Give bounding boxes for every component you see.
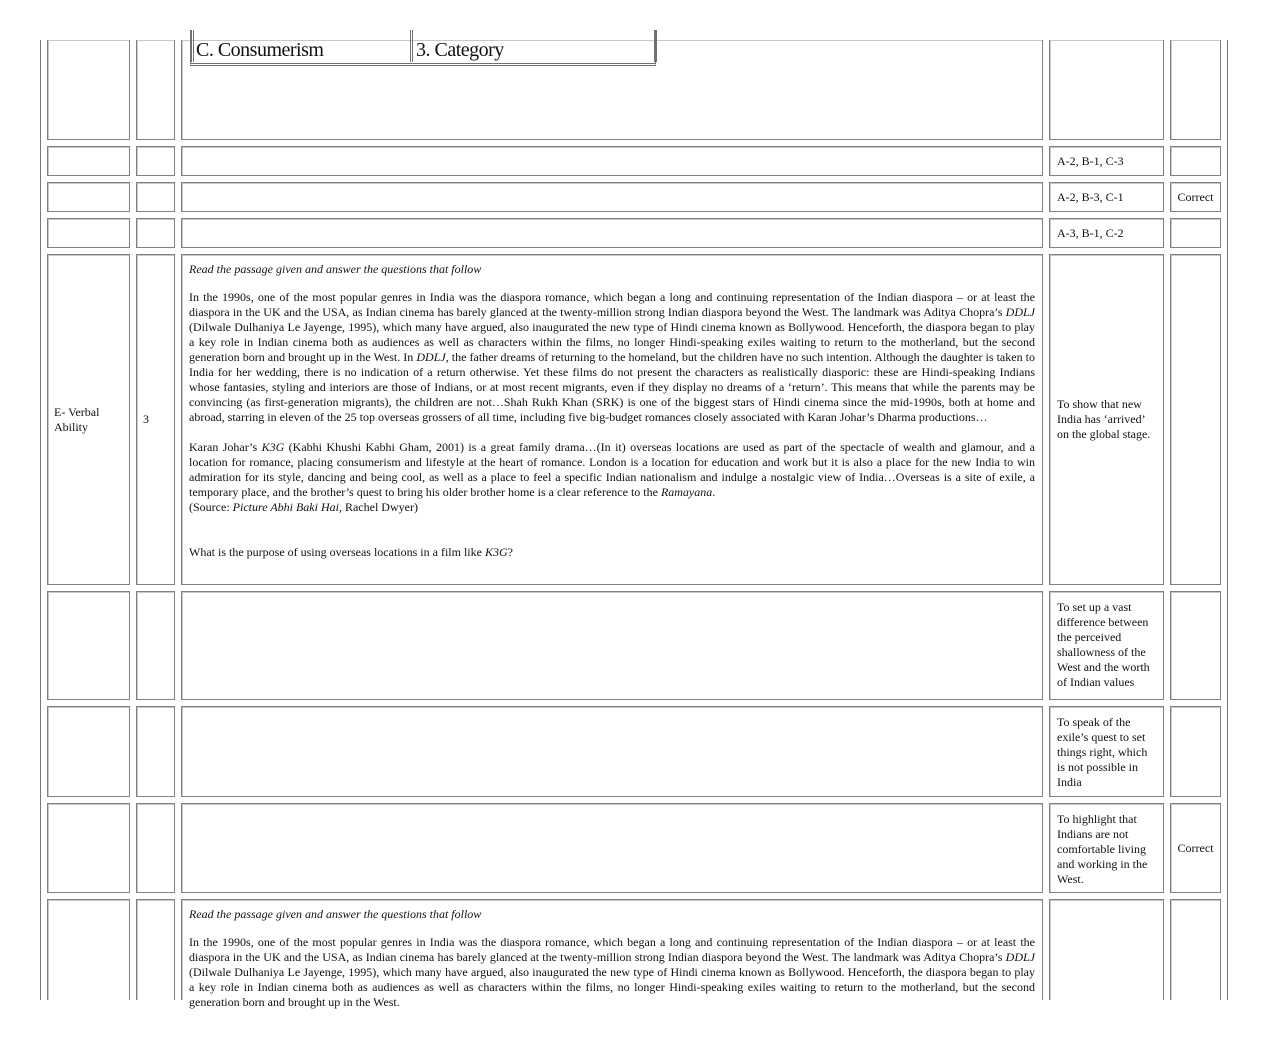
answer-option-cell	[1049, 591, 1164, 700]
status-cell	[1170, 254, 1221, 585]
answer-option-cell	[1049, 254, 1164, 585]
question-content-cell	[181, 218, 1043, 248]
passage-source: (Source: Picture Abhi Baki Hai, Rachel Dwyer)	[189, 500, 418, 514]
status-text: Correct	[1177, 840, 1214, 855]
answer-option-cell	[1049, 218, 1164, 248]
status-cell	[1170, 40, 1221, 140]
category-cell	[47, 218, 130, 248]
question-content-cell	[181, 254, 1043, 585]
category-cell	[47, 146, 130, 176]
answer-option-text: A-3, B-1, C-2	[1057, 225, 1124, 240]
answer-option-cell	[1049, 182, 1164, 212]
match-table	[190, 30, 656, 66]
passage-instruction: Read the passage given and answer the questions that follow	[189, 907, 482, 921]
number-cell	[136, 218, 175, 248]
number-cell	[136, 899, 175, 1000]
number-cell	[136, 40, 175, 140]
question-category: E- Verbal Ability	[54, 404, 100, 434]
status-cell	[1170, 899, 1221, 1000]
passage-paragraph-1: In the 1990s, one of the most popular genres in India was the diaspora romance, which began a long and continuing representation of the Indian diaspora – or at least the diaspora in the UK and the USA, as Indian cinema has barely glanced at the twenty-million strong Indian diaspora beyond the West. The landmark was Aditya Chopra’s DDLJ (Dilwale Dulhaniya Le Jayenge, 1995), which many have argued, also inaugurated the new type of Hindi cinema known as Bollywood. Henceforth, the diaspora began to play a key role in Indian cinema both as audiences as well as characters within the films, no longer Hindi-speaking exiles waiting to return to the motherland, but the second generation born and brought up in the West.	[189, 935, 1035, 1009]
question-content-cell	[181, 182, 1043, 212]
answer-option-text: To highlight that Indians are not comfortable living and working in the West.	[1057, 812, 1148, 886]
number-cell	[136, 254, 175, 585]
answer-option-cell	[1049, 706, 1164, 797]
answer-option-cell	[1049, 803, 1164, 893]
table-outer-border-right	[1227, 40, 1228, 1000]
category-cell	[47, 40, 130, 140]
answer-option-text: To set up a vast difference between the perceived shallowness of the West and the worth of Indian values	[1057, 600, 1150, 689]
category-cell	[47, 254, 130, 585]
passage-instruction: Read the passage given and answer the questions that follow	[189, 262, 482, 276]
status-cell	[1170, 803, 1221, 893]
table-outer-border-left	[40, 40, 41, 1000]
number-cell	[136, 803, 175, 893]
number-cell	[136, 706, 175, 797]
passage-paragraph-1: In the 1990s, one of the most popular genres in India was the diaspora romance, which began a long and continuing representation of the Indian diaspora – or at least the diaspora in the UK and the USA, as Indian cinema has barely glanced at the twenty-million strong Indian diaspora beyond the West. The landmark was Aditya Chopra’s DDLJ (Dilwale Dulhaniya Le Jayenge, 1995), which many have argued, also inaugurated the new type of Hindi cinema known as Bollywood. Henceforth, the diaspora began to play a key role in Indian cinema both as audiences as well as characters within the films, no longer Hindi-speaking exiles waiting to return to the motherland, but the second generation born and brought up in the West. In DDLJ, the father dreams of returning to the homeland, but the children have no such intention. Although the daughter is taken to India for her wedding, there is no indication of a return otherwise. Yet these films do not present the characters as realistically diasporic: these are Hindi-speaking Indians whose fantasies, styling and interiors are those of Indians, or at most recent migrants, even if they display no dreams of a ‘return’. This means that while the parents may be convincing (as first-generation migrants), the children are not…Shah Rukh Khan (SRK) is one of the biggest stars of Hindi cinema since the mid-1990s, both at home and abroad, starring in eleven of the 25 top overseas grossers of all time, including five big-budget romances closely associated with Karan Johar’s Dharma productions…	[189, 290, 1035, 424]
answer-option-text: A-2, B-1, C-3	[1057, 153, 1124, 168]
question-number: 3	[143, 412, 149, 426]
answer-option-text: To show that new India has ‘arrived’ on the global stage.	[1057, 397, 1151, 441]
answer-option-text: To speak of the exile’s quest to set things right, which is not possible in India	[1057, 715, 1148, 789]
status-cell	[1170, 146, 1221, 176]
category-cell	[47, 591, 130, 700]
status-text: Correct	[1177, 189, 1214, 204]
question-content-cell	[181, 803, 1043, 893]
category-cell	[47, 706, 130, 797]
match-left-cell: C. Consumerism	[191, 30, 413, 62]
question-content-cell	[181, 899, 1043, 1009]
status-cell	[1170, 182, 1221, 212]
number-cell	[136, 182, 175, 212]
question-text: What is the purpose of using overseas locations in a film like K3G?	[189, 545, 513, 559]
match-right-cell: 3. Category	[413, 30, 657, 62]
passage-paragraph-2: Karan Johar’s K3G (Kabhi Khushi Kabhi Gham, 2001) is a great family drama…(In it) overseas locations are used as part of the spectacle of wealth and glamour, and a location for romance, placing consumerism and lifestyle at the heart of romance. London is a location for education and work but it is also a place for the new India to win admiration for its style, dancing and being cool, as well as a place to feel a specific Indian nationalism and indulge a nostalgic view of India…Overseas is a site of exile, a temporary place, and the brother’s quest to bring his older brother home is a clear reference to the Ramayana.	[189, 440, 1035, 499]
category-cell	[47, 803, 130, 893]
question-content-cell	[181, 40, 1043, 140]
number-cell	[136, 146, 175, 176]
answer-option-text: A-2, B-3, C-1	[1057, 189, 1124, 204]
category-cell	[47, 899, 130, 1000]
question-content-cell	[181, 146, 1043, 176]
answer-option-cell	[1049, 146, 1164, 176]
question-content-cell	[181, 591, 1043, 700]
status-cell	[1170, 218, 1221, 248]
category-cell	[47, 182, 130, 212]
answer-cell	[1049, 40, 1164, 140]
status-cell	[1170, 591, 1221, 700]
answer-option-cell	[1049, 899, 1164, 1000]
status-cell	[1170, 706, 1221, 797]
question-content-cell	[181, 706, 1043, 797]
number-cell	[136, 591, 175, 700]
